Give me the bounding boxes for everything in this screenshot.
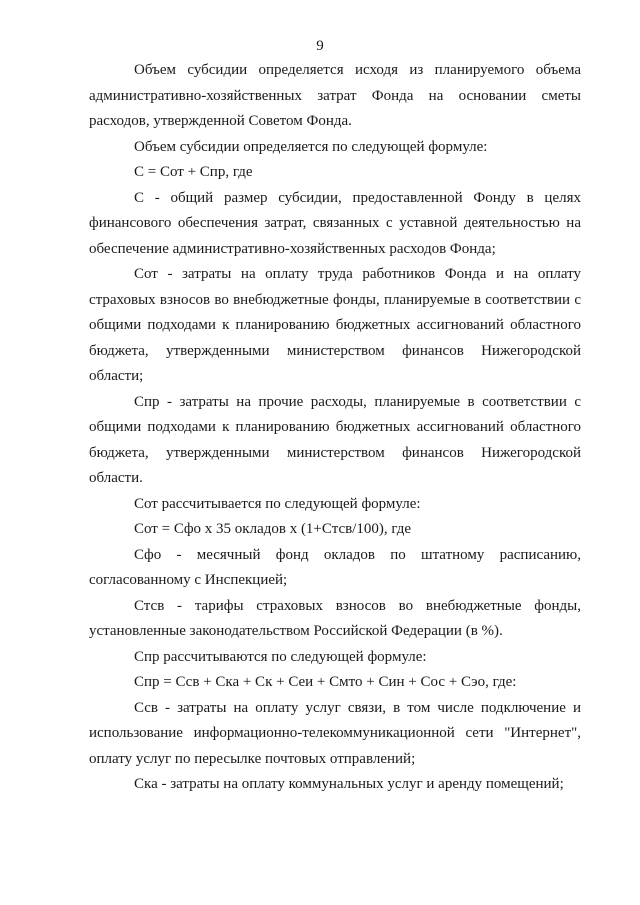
paragraph-sot-formula-intro: Сот рассчитывается по следующей формуле: bbox=[134, 495, 421, 512]
paragraph-ssv-definition: Ссв - затраты на оплату услуг связи, в том числе подключение и использование информационно-телекоммуникационной сети "Интернет", оплату услуг по пересылке почтовых отправлений; bbox=[89, 699, 581, 767]
paragraph-subsidy-basis: Объем субсидии определяется исходя из планируемого объема административно-хозяйственных затрат Фонда на основании сметы расходов, утвержденной Советом Фонда. bbox=[89, 62, 581, 129]
paragraph-sfo-definition: Сфо - месячный фонд окладов по штатному расписанию, согласованному с Инспекцией; bbox=[89, 546, 581, 588]
paragraph-spr-formula-intro: Спр рассчитываются по следующей формуле: bbox=[134, 648, 427, 665]
paragraph-c-definition: С - общий размер субсидии, предоставленной Фонду в целях финансового обеспечения затрат, связанных с уставной деятельностью на обеспечение административно-хозяйственных расходов Фонда; bbox=[89, 189, 581, 257]
paragraph-stsv-definition: Стсв - тарифы страховых взносов во внебюджетные фонды, установленные законодательством Российской Федерации (в %). bbox=[89, 597, 581, 639]
paragraph-spr-definition: Спр - затраты на прочие расходы, планируемые в соответствии с общими подходами к планированию бюджетных ассигнований областного бюджета, утвержденными министерством финансов Нижегородской области. bbox=[89, 393, 581, 486]
document-body bbox=[89, 58, 581, 798]
page-number: 9 bbox=[316, 38, 324, 54]
formula-spr: Спр = Ссв + Cка + Ск + Сеи + Смто + Син + Сос + Сэо, где: bbox=[134, 674, 517, 690]
formula-c: С = Сот + Спр, где bbox=[134, 164, 253, 180]
formula-sot: Сот = Сфо х 35 окладов х (1+Стсв/100), где bbox=[134, 521, 412, 537]
paragraph-sot-definition: Сот - затраты на оплату труда работников Фонда и на оплату страховых взносов во внебюджетные фонды, планируемые в соответствии с общими подходами к планированию бюджетных ассигнований областного бюджета, утвержденными министерством финансов Нижегородской области; bbox=[89, 266, 581, 384]
paragraph-formula-intro: Объем субсидии определяется по следующей формуле: bbox=[134, 138, 488, 155]
paragraph-ska-definition: Cка - затраты на оплату коммунальных услуг и аренду помещений; bbox=[134, 776, 564, 792]
